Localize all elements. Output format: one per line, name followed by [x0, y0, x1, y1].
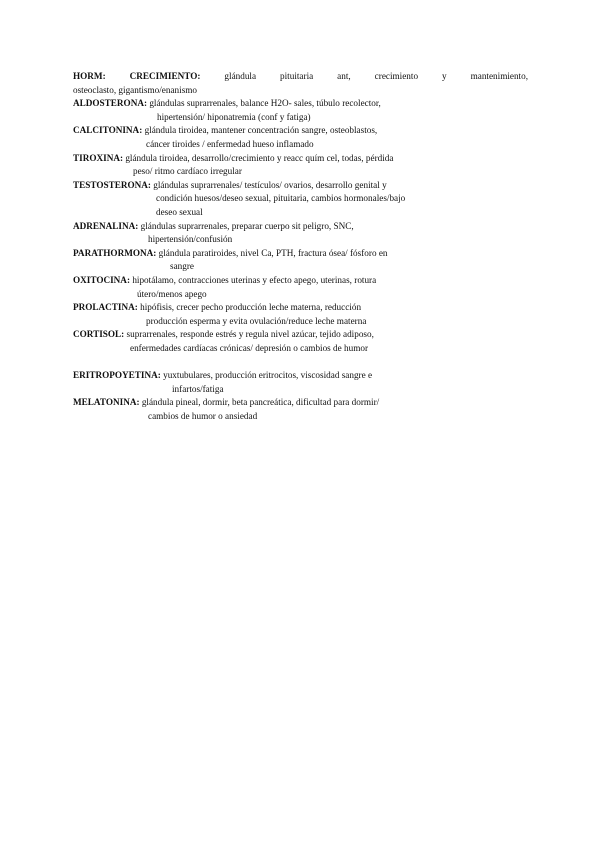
entry-eritropoyetina — [73, 369, 528, 396]
hormone-term: HORM: CRECIMIENTO: — [73, 71, 201, 81]
hormone-term: TIROXINA: — [73, 152, 124, 163]
entry-continuation: útero/menos apego — [137, 288, 207, 299]
hormone-term: TESTOSTERONA: — [73, 179, 151, 190]
entry-line — [73, 124, 528, 138]
entry-line — [73, 301, 528, 315]
entry-continuation: enfermedades cardíacas crónicas/ depresión o cambios de humor — [130, 342, 369, 353]
entry-parathormona — [73, 247, 528, 274]
hormone-description: suprarrenales, responde estrés y regula nivel azúcar, tejido adiposo, — [124, 329, 374, 340]
hormone-term: ALDOSTERONA: — [73, 98, 148, 109]
hormone-description: glándula tiroidea, mantener concentración sangre, osteoblastos, — [142, 125, 378, 136]
entry-continuation: condición huesos/deseo sexual, pituitaria, cambios hormonales/bajo — [156, 193, 406, 204]
entry-continuation: hipertensión/ hiponatremia (conf y fatiga) — [157, 111, 311, 122]
entry-continuation: hipertensión/confusión — [148, 234, 233, 245]
entry-continuation: sangre — [170, 261, 194, 272]
hormone-term: CALCITONINA: — [73, 125, 143, 136]
entry-continuation: cambios de humor o ansiedad — [148, 410, 258, 421]
entry-cortisol — [73, 328, 528, 355]
entry-oxitocina — [73, 274, 528, 301]
entry-melatonina — [73, 396, 528, 423]
entry-line — [73, 247, 528, 261]
hormone-description: glándula pituitaria ant, crecimiento y mantenimiento, — [200, 71, 529, 81]
hormone-description: yuxtubulares, producción eritrocitos, viscosidad sangre e — [160, 370, 373, 381]
hormone-term: PARATHORMONA: — [73, 247, 157, 258]
hormone-term: MELATONINA: — [73, 397, 140, 408]
entry-adrenalina — [73, 220, 528, 247]
entry-line — [73, 97, 528, 111]
hormone-description: glándulas suprarrenales, preparar cuerpo sit peligro, SNC, — [138, 220, 354, 231]
hormone-term: ERITROPOYETINA: — [73, 370, 161, 381]
entry-aldosterona — [73, 97, 528, 124]
entry-calcitonina — [73, 124, 528, 151]
hormone-description: glándula paratiroides, nivel Ca, PTH, fractura ósea/ fósforo en — [156, 247, 388, 258]
entry-tiroxina — [73, 152, 528, 179]
hormone-description: glándulas suprarrenales, balance H2O- sales, túbulo recolector, — [147, 98, 381, 109]
entry-continuation: producción esperma y evita ovulación/reduce leche materna — [146, 315, 367, 326]
entry-testosterona — [73, 179, 528, 220]
hormone-term: CORTISOL: — [73, 329, 125, 340]
entry-continuation: deseo sexual — [156, 206, 203, 217]
entry-line — [73, 70, 528, 84]
entry-continuation: cáncer tiroides / enfermedad hueso inflamado — [146, 138, 314, 149]
entry-continuation: osteoclasto, gigantismo/enanismo — [73, 84, 198, 95]
entry-line — [73, 220, 528, 234]
hormone-description: hipófisis, crecer pecho producción leche materna, reducción — [137, 302, 362, 313]
entry-continuation: peso/ ritmo cardíaco irregular — [133, 166, 242, 177]
blank-line — [73, 355, 528, 369]
hormone-term: ADRENALINA: — [73, 220, 139, 231]
entry-line — [73, 274, 528, 288]
hormone-description: glándulas suprarrenales/ testículos/ ovarios, desarrollo genital y — [150, 179, 387, 190]
hormone-description: hipotálamo, contracciones uterinas y efecto apego, uterinas, rotura — [130, 274, 377, 285]
entry-line — [73, 328, 528, 342]
hormone-description: glándula tiroidea, desarrollo/crecimiento y reacc quím cel, todas, pérdida — [123, 152, 394, 163]
entry-line — [73, 369, 528, 383]
hormone-description: glándula pineal, dormir, beta pancreática, dificultad para dormir/ — [139, 397, 380, 408]
entry-line — [73, 179, 528, 193]
hormone-term: OXITOCINA: — [73, 274, 131, 285]
entry-line — [73, 152, 528, 166]
entry-prolactina — [73, 301, 528, 328]
entry-crecimiento — [73, 70, 528, 97]
entry-continuation: infartos/fatiga — [172, 383, 224, 394]
hormone-term: PROLACTINA: — [73, 302, 138, 313]
document-body — [73, 70, 528, 423]
entry-line — [73, 396, 528, 410]
